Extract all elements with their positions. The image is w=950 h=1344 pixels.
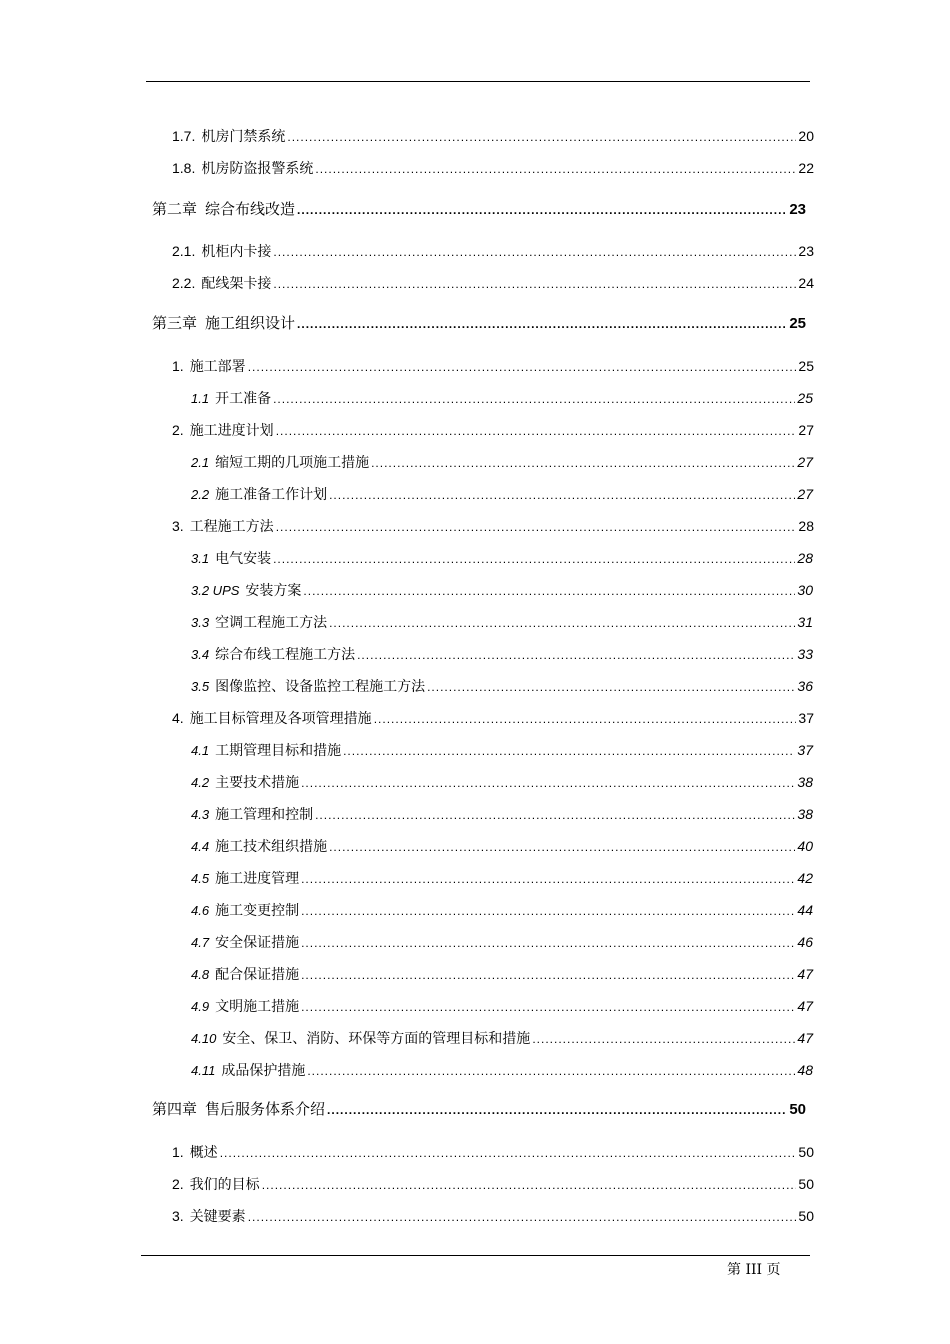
toc-entry-title: 概述 bbox=[189, 1145, 218, 1161]
toc-entry[interactable] bbox=[172, 515, 814, 537]
toc-entry[interactable] bbox=[191, 899, 813, 921]
toc-dot-leader bbox=[343, 740, 795, 762]
toc-entry-number: 1.7. bbox=[172, 128, 196, 144]
toc-dot-leader bbox=[297, 199, 787, 221]
toc-entry-number: 4.4 bbox=[191, 839, 210, 854]
toc-entry-page: 31 bbox=[797, 614, 813, 630]
toc-entry-page: 20 bbox=[798, 128, 814, 144]
toc-entry-number: 2.2 bbox=[191, 487, 210, 502]
toc-entry-number: 4.11 bbox=[191, 1063, 216, 1078]
toc-dot-leader bbox=[329, 612, 795, 634]
toc-entry-page: 24 bbox=[798, 275, 814, 291]
toc-entry-number: 4.8 bbox=[191, 967, 210, 982]
toc-entry[interactable] bbox=[191, 963, 813, 985]
toc-entry[interactable] bbox=[191, 1059, 813, 1081]
toc-entry[interactable] bbox=[172, 355, 814, 377]
toc-entry[interactable] bbox=[191, 579, 813, 601]
toc-entry-title: 施工进度计划 bbox=[189, 423, 274, 439]
toc-entry-title: 成品保护措施 bbox=[221, 1063, 306, 1079]
toc-entry-number: 第三章 bbox=[152, 314, 198, 332]
toc-entry[interactable] bbox=[191, 1027, 813, 1049]
toc-entry-page: 37 bbox=[798, 710, 814, 726]
toc-entry-title: 配线架卡接 bbox=[201, 276, 272, 292]
toc-dot-leader bbox=[273, 273, 796, 295]
toc-entry-title: 综合布线改造 bbox=[205, 200, 296, 218]
toc-dot-leader bbox=[327, 1099, 787, 1121]
toc-entry-number: 2.1. bbox=[172, 243, 196, 259]
toc-entry-page: 50 bbox=[798, 1208, 814, 1224]
toc-entry[interactable] bbox=[191, 611, 813, 633]
toc-entry-page: 30 bbox=[797, 582, 813, 598]
toc-entry-number: 4.6 bbox=[191, 903, 210, 918]
toc-entry-title: 配合保证措施 bbox=[215, 967, 300, 983]
toc-entry[interactable] bbox=[152, 1098, 806, 1120]
toc-entry-number: 1. bbox=[172, 1144, 184, 1160]
toc-dot-leader bbox=[220, 1142, 797, 1164]
toc-entry[interactable] bbox=[191, 931, 813, 953]
toc-dot-leader bbox=[276, 516, 797, 538]
toc-entry[interactable] bbox=[172, 1173, 814, 1195]
toc-entry[interactable] bbox=[191, 867, 813, 889]
toc-entry-title: 施工准备工作计划 bbox=[215, 487, 328, 503]
toc-entry-title: 文明施工措施 bbox=[215, 999, 300, 1015]
toc-entry-title: 安全、保卫、消防、环保等方面的管理目标和措施 bbox=[222, 1031, 531, 1047]
toc-entry-title: 施工技术组织措施 bbox=[215, 839, 328, 855]
toc-dot-leader bbox=[329, 484, 795, 506]
toc-dot-leader bbox=[301, 868, 795, 890]
toc-entry-page: 44 bbox=[797, 902, 813, 918]
toc-dot-leader bbox=[248, 356, 797, 378]
toc-entry-number: 2.2. bbox=[172, 275, 196, 291]
toc-entry[interactable] bbox=[172, 125, 814, 147]
toc-dot-leader bbox=[307, 1060, 795, 1082]
toc-entry-number: 3.3 bbox=[191, 615, 210, 630]
toc-dot-leader bbox=[303, 580, 795, 602]
toc-entry-page: 27 bbox=[798, 422, 814, 438]
toc-entry-number: 3. bbox=[172, 518, 184, 534]
toc-entry[interactable] bbox=[172, 240, 814, 262]
toc-entry-number: 3.4 bbox=[191, 647, 210, 662]
toc-entry-page: 38 bbox=[797, 806, 813, 822]
toc-entry-title: 我们的目标 bbox=[189, 1177, 260, 1193]
toc-entry-number: 4.10 bbox=[191, 1031, 217, 1046]
toc-entry-title: 机房门禁系统 bbox=[201, 129, 286, 145]
toc-entry-page: 38 bbox=[797, 774, 813, 790]
toc-entry-page: 40 bbox=[797, 838, 813, 854]
toc-dot-leader bbox=[329, 836, 795, 858]
toc-entry-page: 50 bbox=[798, 1176, 814, 1192]
toc-entry[interactable] bbox=[172, 272, 814, 294]
toc-dot-leader bbox=[427, 676, 795, 698]
toc-dot-leader bbox=[273, 548, 795, 570]
toc-entry-title: 施工组织设计 bbox=[205, 314, 296, 332]
toc-entry-page: 36 bbox=[797, 678, 813, 694]
toc-dot-leader bbox=[301, 900, 795, 922]
toc-entry-number: 3. bbox=[172, 1208, 184, 1224]
toc-entry[interactable] bbox=[152, 312, 806, 334]
toc-entry-title: 施工管理和控制 bbox=[215, 807, 314, 823]
toc-dot-leader bbox=[301, 996, 795, 1018]
toc-entry[interactable] bbox=[191, 675, 813, 697]
toc-entry-title: 工程施工方法 bbox=[189, 519, 274, 535]
toc-entry[interactable] bbox=[152, 198, 806, 220]
toc-entry-number: 4.5 bbox=[191, 871, 210, 886]
toc-entry-number: 第四章 bbox=[152, 1100, 198, 1118]
toc-entry-title: 主要技术措施 bbox=[215, 775, 300, 791]
toc-entry[interactable] bbox=[191, 451, 813, 473]
toc-entry[interactable] bbox=[172, 707, 814, 729]
toc-entry-title: 售后服务体系介绍 bbox=[205, 1100, 326, 1118]
toc-entry-title: 工期管理目标和措施 bbox=[215, 743, 342, 759]
toc-entry-page: 37 bbox=[797, 742, 813, 758]
toc-entry-page: 33 bbox=[797, 646, 813, 662]
toc-entry-title: 安装方案 bbox=[245, 583, 302, 599]
toc-entry-title: 开工准备 bbox=[215, 391, 272, 407]
toc-entry-title: 关键要素 bbox=[189, 1209, 246, 1225]
toc-dot-leader bbox=[315, 158, 796, 180]
toc-entry[interactable] bbox=[191, 835, 813, 857]
toc-entry-page: 47 bbox=[797, 1030, 813, 1046]
toc-entry-page: 22 bbox=[798, 160, 814, 176]
toc-entry-title: 空调工程施工方法 bbox=[215, 615, 328, 631]
toc-entry-title: 机柜内卡接 bbox=[201, 244, 272, 260]
toc-entry-page: 23 bbox=[789, 201, 806, 218]
toc-entry-page: 23 bbox=[798, 243, 814, 259]
toc-dot-leader bbox=[273, 241, 796, 263]
toc-entry-page: 25 bbox=[797, 390, 813, 406]
toc-entry-page: 47 bbox=[797, 966, 813, 982]
toc-entry-page: 48 bbox=[797, 1062, 813, 1078]
toc-entry[interactable] bbox=[191, 739, 813, 761]
toc-entry[interactable] bbox=[191, 387, 813, 409]
toc-dot-leader bbox=[371, 452, 795, 474]
toc-dot-leader bbox=[301, 932, 795, 954]
toc-entry-title: 施工进度管理 bbox=[215, 871, 300, 887]
toc-entry[interactable] bbox=[191, 483, 813, 505]
toc-entry[interactable] bbox=[172, 419, 814, 441]
toc-entry-title: 综合布线工程施工方法 bbox=[215, 647, 356, 663]
toc-entry[interactable] bbox=[172, 1141, 814, 1163]
toc-entry-number: 4.3 bbox=[191, 807, 210, 822]
toc-dot-leader bbox=[273, 388, 795, 410]
toc-dot-leader bbox=[374, 708, 797, 730]
toc-entry-number: 1. bbox=[172, 358, 184, 374]
toc-entry-number: 3.5 bbox=[191, 679, 210, 694]
footer-rule bbox=[141, 1255, 810, 1256]
toc-entry-number: 第二章 bbox=[152, 200, 198, 218]
toc-dot-leader bbox=[301, 964, 795, 986]
toc-entry-number: 2. bbox=[172, 1176, 184, 1192]
toc-entry-number: 4.1 bbox=[191, 743, 210, 758]
toc-entry-number: 4.9 bbox=[191, 999, 210, 1014]
toc-entry-number: 4.2 bbox=[191, 775, 210, 790]
toc-entry-title: 施工目标管理及各项管理措施 bbox=[189, 711, 372, 727]
toc-entry-title: 机房防盗报警系统 bbox=[201, 161, 314, 177]
toc-entry-number: 1.1 bbox=[191, 391, 210, 406]
toc-entry[interactable] bbox=[172, 157, 814, 179]
toc-entry-number: 4. bbox=[172, 710, 184, 726]
toc-entry-title: 图像监控、设备监控工程施工方法 bbox=[215, 679, 426, 695]
toc-entry-page: 25 bbox=[798, 358, 814, 374]
toc-entry[interactable] bbox=[191, 643, 813, 665]
toc-entry[interactable] bbox=[191, 771, 813, 793]
toc-entry-page: 47 bbox=[797, 998, 813, 1014]
toc-entry[interactable] bbox=[191, 995, 813, 1017]
toc-entry-page: 42 bbox=[797, 870, 813, 886]
toc-dot-leader bbox=[297, 313, 787, 335]
toc-entry-number: 2. bbox=[172, 422, 184, 438]
toc-entry-page: 46 bbox=[797, 934, 813, 950]
toc-entry-title: 施工部署 bbox=[189, 359, 246, 375]
toc-entry-number: 4.7 bbox=[191, 935, 210, 950]
toc-entry-page: 50 bbox=[798, 1144, 814, 1160]
page-number: 第 III 页 bbox=[727, 1262, 781, 1278]
toc-entry-title: 安全保证措施 bbox=[215, 935, 300, 951]
toc-dot-leader bbox=[248, 1206, 797, 1228]
toc-entry-number: 2.1 bbox=[191, 455, 210, 470]
toc-entry-page: 25 bbox=[789, 315, 806, 332]
toc-entry-page: 50 bbox=[789, 1101, 806, 1118]
toc-dot-leader bbox=[301, 772, 795, 794]
toc-dot-leader bbox=[262, 1174, 797, 1196]
toc-entry-page: 27 bbox=[797, 454, 813, 470]
toc-entry-page: 27 bbox=[797, 486, 813, 502]
toc-entry-page: 28 bbox=[798, 518, 814, 534]
toc-entry-page: 28 bbox=[797, 550, 813, 566]
toc-entry[interactable] bbox=[191, 803, 813, 825]
toc-entry-number: 1.8. bbox=[172, 160, 196, 176]
toc-entry[interactable] bbox=[172, 1205, 814, 1227]
toc-entry-number: 3.2 UPS bbox=[191, 583, 240, 598]
toc-dot-leader bbox=[532, 1028, 795, 1050]
toc-dot-leader bbox=[357, 644, 795, 666]
toc-entry[interactable] bbox=[191, 547, 813, 569]
toc-entry-number: 3.1 bbox=[191, 551, 210, 566]
toc-dot-leader bbox=[287, 126, 796, 148]
toc-dot-leader bbox=[276, 420, 797, 442]
toc-entry-title: 电气安装 bbox=[215, 551, 272, 567]
toc-entry-title: 缩短工期的几项施工措施 bbox=[215, 455, 370, 471]
toc-entry-title: 施工变更控制 bbox=[215, 903, 300, 919]
toc-dot-leader bbox=[315, 804, 795, 826]
